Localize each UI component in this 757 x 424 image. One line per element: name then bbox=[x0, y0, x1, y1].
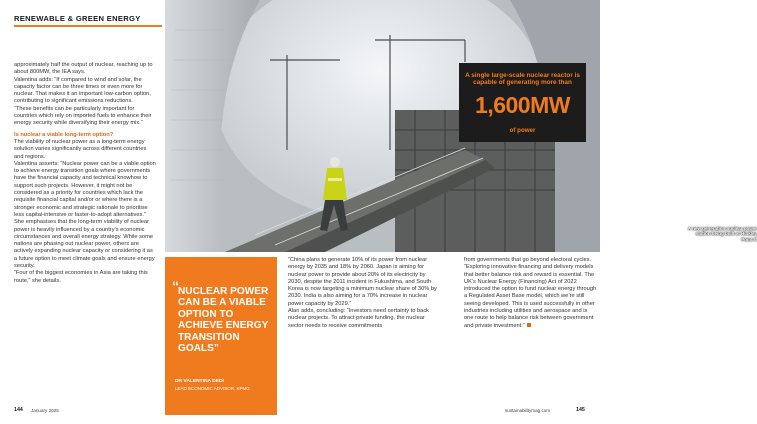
section-rule bbox=[14, 25, 162, 27]
right-column bbox=[464, 257, 598, 330]
photo-caption: A new generation nuclear power station being built at Hinkley Point C bbox=[687, 226, 757, 242]
paragraph: The viability of nuclear power as a long-term energy solution varies significantly across different countries and regions. bbox=[14, 138, 147, 160]
callout-value: 1,600MW bbox=[475, 92, 570, 118]
footer-date: January 2025 bbox=[31, 408, 59, 413]
paragraph: She emphasises that the long-term viability of nuclear power is heavily influenced by a country’s economic circumstances and overall energy strategy. While some nations are phasing out nuclear power, others are actively expanding nuclear capacity or considering it as a future option to meet climate goals and ensure energy security. bbox=[14, 219, 155, 270]
subheading: Is nuclear a viable long-term option? bbox=[14, 131, 114, 138]
end-mark-icon bbox=[527, 323, 531, 327]
paragraph: approximately half the output of nuclear, reaching up to about 800MW, the IEA says. bbox=[14, 62, 153, 76]
quote-author: DR VALENTINA DEDI bbox=[175, 379, 224, 384]
quote-text bbox=[178, 286, 274, 354]
pull-quote bbox=[165, 257, 277, 415]
page-number-left: 144 bbox=[14, 407, 23, 413]
left-column bbox=[14, 62, 156, 285]
paragraph: Valentina adds: “If compared to wind and solar, the capacity factor can be three times or even more for nuclear. That makes it an important low-carbon option, contributing to significant emissions reductions. bbox=[14, 76, 151, 105]
paragraph: Valentina asserts: “Nuclear power can be a viable option to achieve energy transition goals where governments have the financial capacity and technical knowhow to support such projects. However, it might not be considered as a priority for countries which lack the requisite financial capital and/or or where there is a stronger economic and strategic rationale to prioritise less capital-intensive or faster-to-adopt alternatives.” bbox=[14, 160, 156, 218]
section-title: RENEWABLE & GREEN ENERGY bbox=[14, 14, 141, 23]
stat-callout bbox=[459, 63, 586, 142]
open-quote-icon: “ bbox=[172, 278, 179, 294]
footer-site: sustainabilitymag.com bbox=[505, 408, 551, 413]
middle-column bbox=[288, 257, 440, 330]
close-quote-icon: ” bbox=[213, 343, 219, 355]
callout-text: A single large-scale nuclear reactor is capable of generating more than bbox=[465, 72, 580, 87]
quote-body: NUCLEAR POWER CAN BE A VIABLE OPTION TO ACHIEVE ENERGY TRANSITION GOALS bbox=[178, 286, 269, 355]
paragraph: “These benefits can be particularly important for countries which rely on imported fuels to enhance their energy security while diversifying their energy mix.” bbox=[14, 105, 152, 127]
quote-role: LEAD ECONOMIC ADVISOR, KPMG bbox=[175, 386, 250, 391]
paragraph-text: “Exploring innovative financing and delivery models that better balance risk and reward is essential. The UK’s Nuclear Energy (Financing) Act of 2022 introduced the option to fund nuclear energy through a Regulated Asset Base model, which we’re still seeing developed. This is used successfully in other industries including utilities and aerospace and is one route to help balance risk between government and private investment.” bbox=[464, 264, 597, 329]
page-number-right: 145 bbox=[576, 407, 585, 413]
callout-unit: of power bbox=[509, 127, 536, 134]
paragraph: “Four of the biggest economies in Asia are taking this route,” she details. bbox=[14, 270, 148, 284]
paragraph: from governments that go beyond electoral cycles. bbox=[464, 257, 592, 263]
paragraph: Alan adds, concluding: “Investors need certainty to back nuclear projects. To attract private funding, the nuclear sector needs to receive commitments bbox=[288, 308, 430, 329]
paragraph bbox=[464, 264, 598, 330]
paragraph: “China plans to generate 10% of its power from nuclear energy by 2035 and 18% by 2060. Japan is aiming for nuclear power to provide about 20% of its electricity by 2030, despite the 2011 incident in Fukushima, and South Korea is now targeting a minimum nuclear share of 30% by 2030. India is also aiming for a 70% increase in nuclear power capacity by 2029.” bbox=[288, 257, 437, 307]
